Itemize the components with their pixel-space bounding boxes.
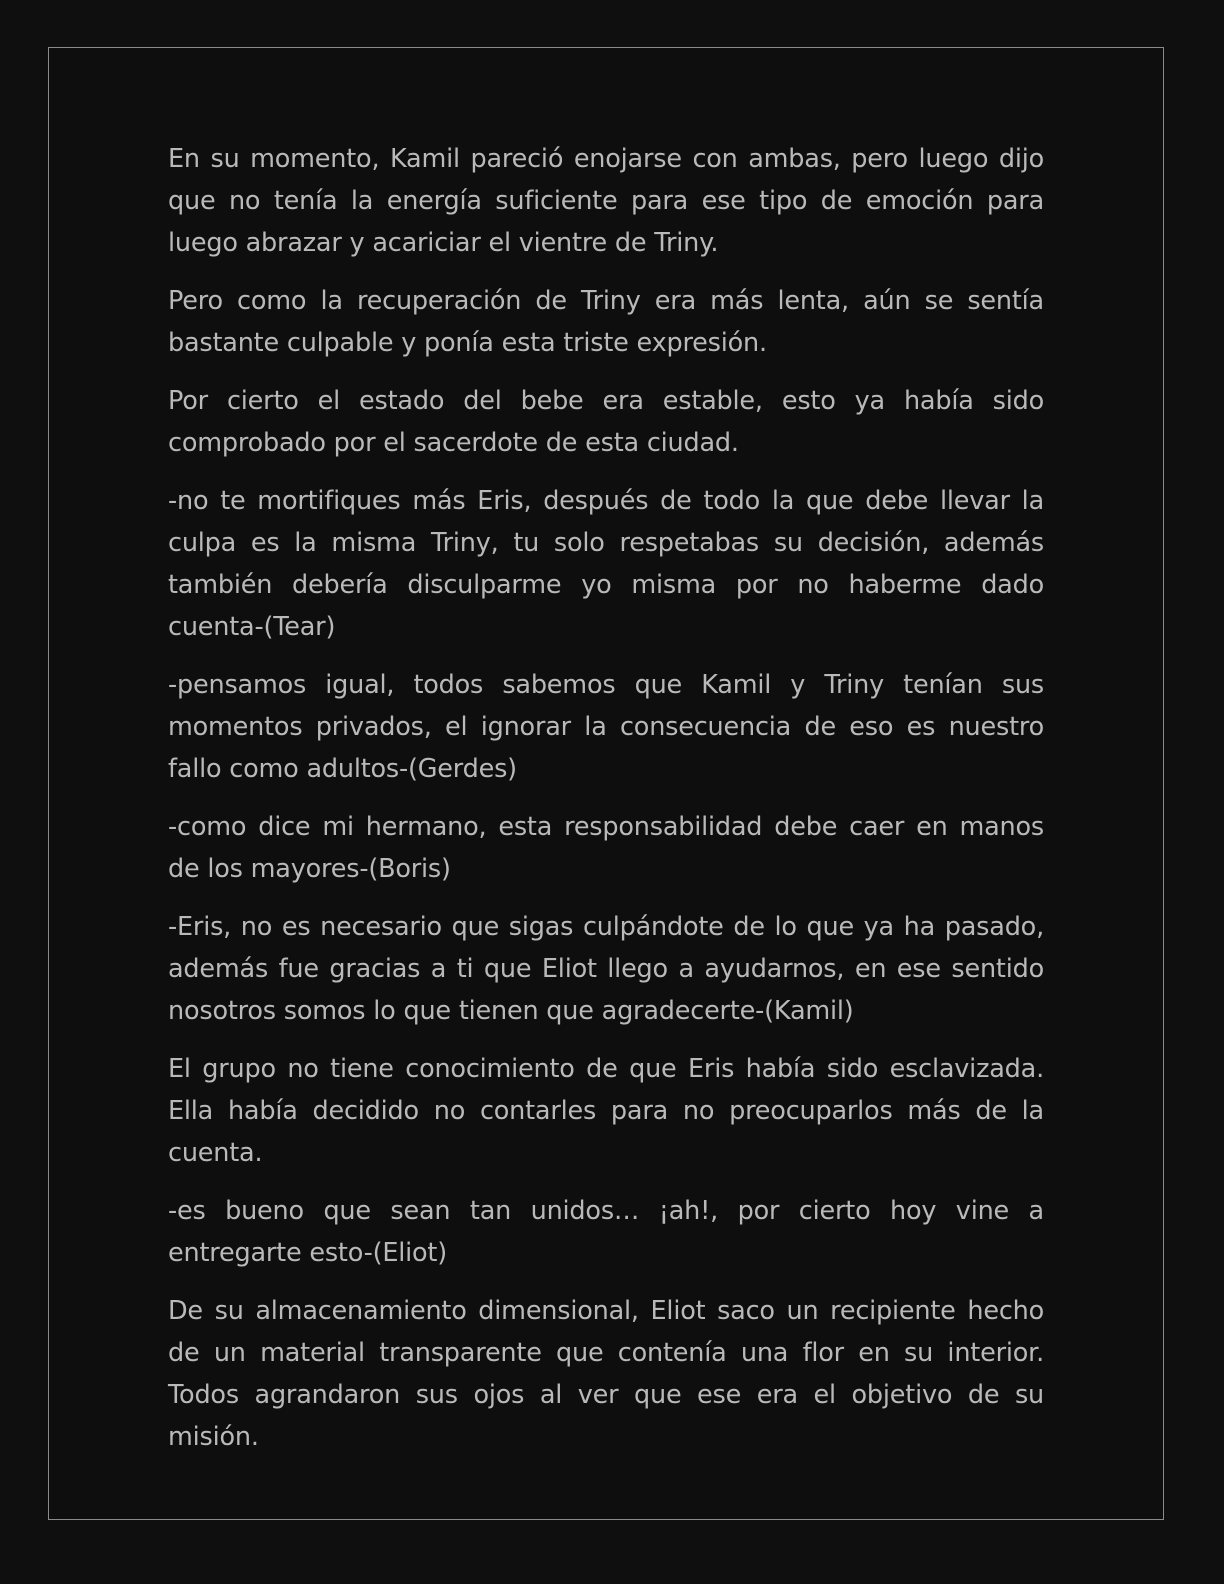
paragraph-6: -como dice mi hermano, esta responsabilidad debe caer en manos de los mayores-(Boris) bbox=[168, 812, 1044, 884]
paragraph-1: En su momento, Kamil pareció enojarse con ambas, pero luego dijo que no tenía la energía suficiente para ese tipo de emoción para luego abrazar y acariciar el vientre de Triny. bbox=[168, 144, 1044, 258]
paragraph-3: Por cierto el estado del bebe era estable, esto ya había sido comprobado por el sacerdote de esta ciudad. bbox=[168, 386, 1044, 458]
text-column bbox=[168, 138, 1044, 1474]
paragraph-5: -pensamos igual, todos sabemos que Kamil y Triny tenían sus momentos privados, el ignorar la consecuencia de eso es nuestro fallo como adultos-(Gerdes) bbox=[168, 670, 1044, 784]
paragraph-10: De su almacenamiento dimensional, Eliot saco un recipiente hecho de un material transparente que contenía una flor en su interior. Todos agrandaron sus ojos al ver que ese era el objetivo de su misión. bbox=[168, 1296, 1044, 1452]
paragraph-9: -es bueno que sean tan unidos… ¡ah!, por cierto hoy vine a entregarte esto-(Eliot) bbox=[168, 1196, 1044, 1268]
paragraph-8: El grupo no tiene conocimiento de que Eris había sido esclavizada. Ella había decidido no contarles para no preocuparlos más de la cuenta. bbox=[168, 1054, 1044, 1168]
paragraph-7: -Eris, no es necesario que sigas culpándote de lo que ya ha pasado, además fue gracias a ti que Eliot llego a ayudarnos, en ese sentido nosotros somos lo que tienen que agradecerte-(Kamil) bbox=[168, 912, 1044, 1026]
paragraph-2: Pero como la recuperación de Triny era más lenta, aún se sentía bastante culpable y ponía esta triste expresión. bbox=[168, 286, 1044, 358]
paragraph-4: -no te mortifiques más Eris, después de todo la que debe llevar la culpa es la misma Triny, tu solo respetabas su decisión, además también debería disculparme yo misma por no haberme dado cuenta-(Tear) bbox=[168, 486, 1044, 642]
